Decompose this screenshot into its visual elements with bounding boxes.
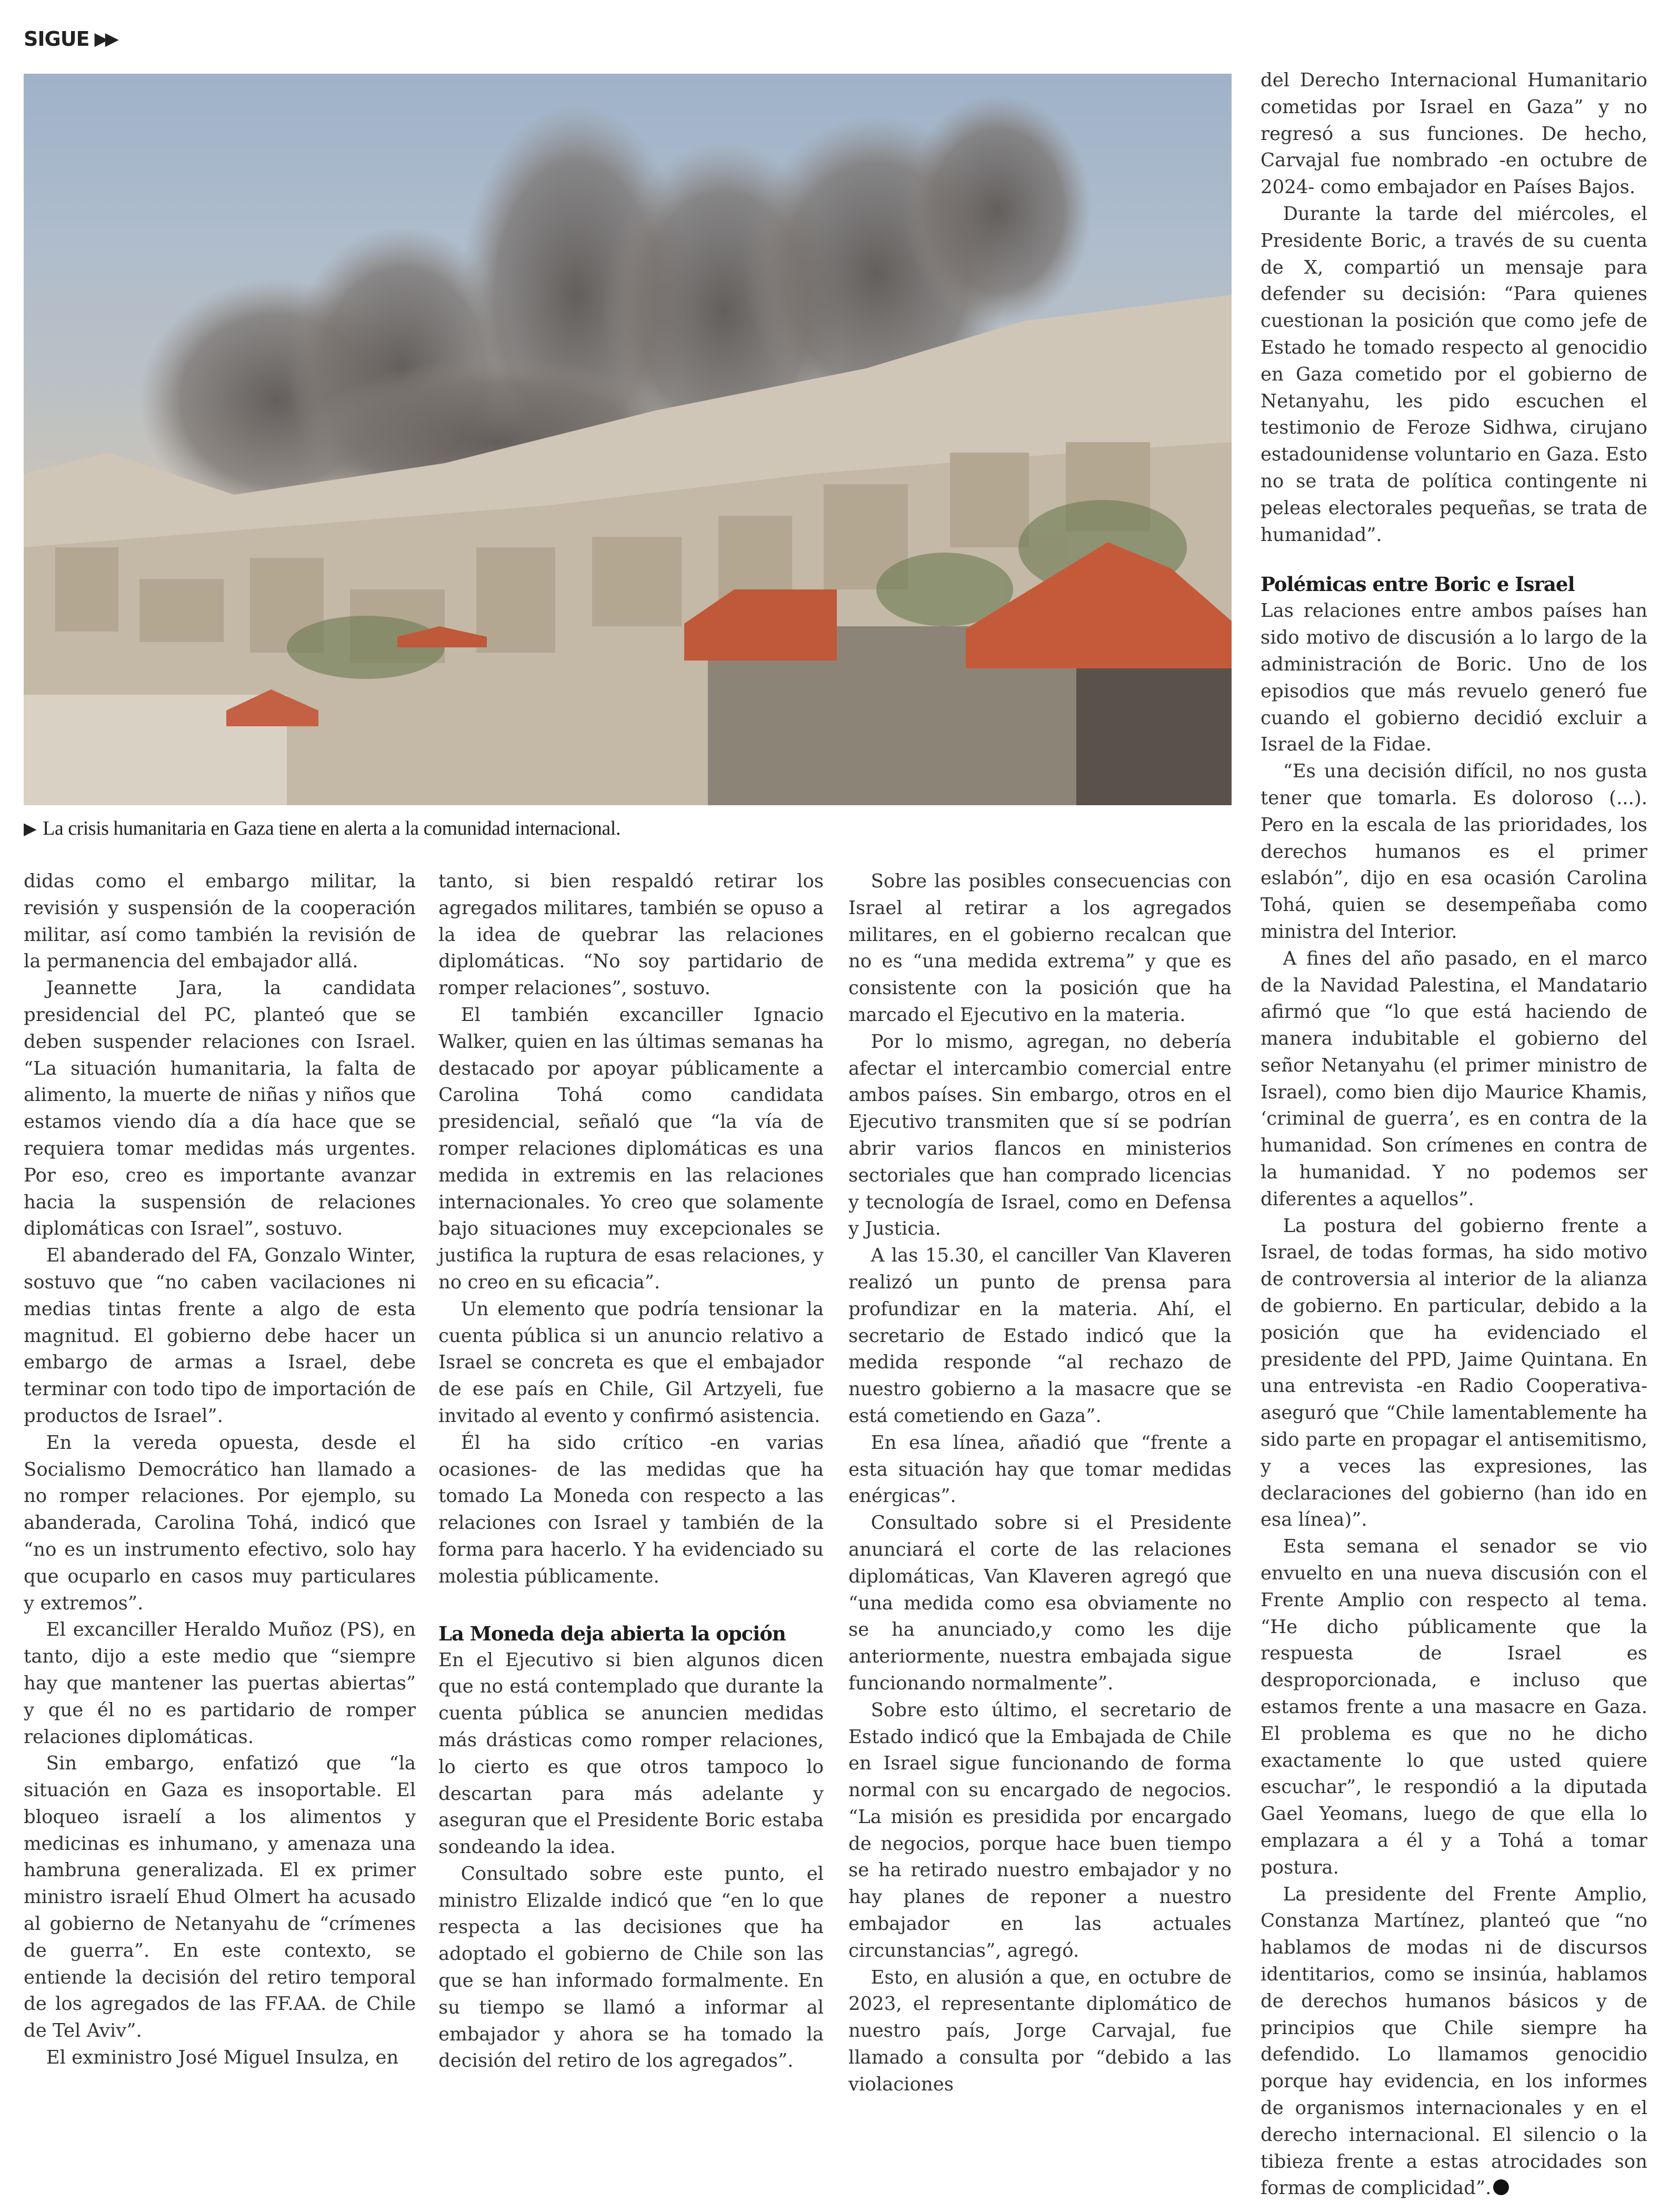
article-paragraph <box>1261 201 1647 548</box>
article-paragraph <box>24 2045 416 2071</box>
paragraph-text: Las relaciones entre ambos países han sido motivo de discusión a lo largo de la administración de Boric. Uno de los episodios que más revuelo generó fue cuando el gobierno decidió excluir a Israel de la Fidae. <box>1261 600 1647 756</box>
paragraph-text: Un elemento que podría tensionar la cuenta pública si un anuncio relativo a Israel se concreta es que el embajador de ese país en Chile, Gil Artzyeli, fue invitado al evento y confirmó asistencia. <box>438 1298 824 1427</box>
paragraph-text: La postura del gobierno frente a Israel, de todas formas, ha sido motivo de controversia al interior de la alianza de gobierno. En particular, debido a la posición que ha evidenciado el presidente del PPD, Jaime Quintana. En una entrevista -en Radio Cooperativa- aseguró que “Chile lamentablemente ha sido parte en propagar el antisemitismo, y a veces las expresiones, las declaraciones del gobierno (han ido en esa línea)”. <box>1261 1215 1647 1531</box>
paragraph-text: Consultado sobre este punto, el ministro Elizalde indicó que “en lo que respecta a las decisiones que ha adoptado el gobierno de Chile son las que se han informado formalmente. En su tiempo se llamó a informar al embajador y ahora se ha tomado la decisión del retiro de los agregados”. <box>438 1863 824 2072</box>
article-paragraph <box>438 1002 824 1296</box>
paragraph-text: Esto, en alusión a que, en octubre de 2023, el representante diplomático de nuestro país, Jorge Carvajal, fue llamado a consulta por “debido a las violaciones <box>848 1966 1232 2095</box>
section-subheading <box>1261 570 1647 598</box>
paragraph-text: La presidente del Frente Amplio, Constanza Martínez, planteó que “no hablamos de modas ni de discursos identitarios, como se insinúa, hablamos de derechos humanos básicos y de principios que Chile siempre ha defendido. Lo llamamos genocidio porque hay evidencia, en los informes de organismos internacionales y en el derecho internacional. El silencio o la tibieza frente a estas atrocidades son formas de complicidad”. <box>1261 1883 1647 2199</box>
paragraph-text: Consultado sobre si el Presidente anunciará el corte de las relaciones diplomáticas, Van Klaveren agregó que “una medida como esa obviamente no se ha anunciado,y como les dije anteriormente, nuestra embajada sigue funcionando normalmente”. <box>848 1512 1232 1694</box>
subheading-text: Polémicas entre Boric e Israel <box>1261 573 1575 596</box>
article-paragraph <box>848 1243 1232 1430</box>
paragraph-text: didas como el embargo militar, la revisión y suspensión de la cooperación militar, así como también la revisión de la permanencia del embajador allá. <box>24 870 416 973</box>
caption-text: La crisis humanitaria en Gaza tiene en alerta a la comunidad internacional. <box>43 817 621 839</box>
article-paragraph <box>438 1861 824 2075</box>
article-paragraph <box>1261 598 1647 758</box>
paragraph-text: Durante la tarde del miércoles, el Presidente Boric, a través de su cuenta de X, compartió un mensaje para defender su decisión: “Para quienes cuestionan la posición que como jefe de Estado he tomado respecto al genocidio en Gaza cometido por el gobierno de Netanyahu, les pido escuchen el testimonio de Feroze Sidhwa, cirujano estadounidense voluntario en Gaza. Esto no se trata de política contingente ni peleas electorales pequeñas, se trata de humanidad”. <box>1261 203 1647 546</box>
paragraph-text: Por lo mismo, agregan, no debería afectar el intercambio comercial entre ambos países. Sin embargo, otros en el Ejecutivo transmiten que sí se podrían abrir varios flancos en ministerios sectoriales que han comprado licencias y tecnología de Israel, como en Defensa y Justicia. <box>848 1030 1232 1240</box>
article-column-3 <box>848 868 1232 2098</box>
section-kicker <box>24 27 116 51</box>
article-paragraph <box>848 1430 1232 1510</box>
paragraph-text: Él ha sido crítico -en varias ocasiones- de las medidas que ha tomado La Moneda con respecto a las relaciones con Israel y también de la forma para hacerlo. Y ha evidenciado su molestia públicamente. <box>438 1432 824 1587</box>
double-play-arrow-icon: ▶▶ <box>94 28 116 49</box>
article-paragraph <box>1261 1881 1647 2202</box>
paragraph-text: del Derecho Internacional Humanitario cometidas por Israel en Gaza” y no regresó a sus funciones. De hecho, Carvajal fue nombrado -en octubre de 2024- como embajador en Países Bajos. <box>1261 69 1647 198</box>
article-paragraph <box>438 1430 824 1590</box>
paragraph-text: El también excanciller Ignacio Walker, quien en las últimas semanas ha destacado por apoyar públicamente a Carolina Tohá como candidata presidencial, señaló que “la vía de romper relaciones diplomáticas es una medida in extremis en las relaciones internacionales. Yo creo que solamente bajo situaciones muy excepcionales se justifica la ruptura de esas relaciones, y no creo en su eficacia”. <box>438 1004 824 1293</box>
article-paragraph <box>24 868 416 975</box>
paragraph-text: Esta semana el senador se vio envuelto en una nueva discusión con el Frente Amplio con respecto al tema. “He dicho públicamente que la respuesta de Israel es desproporcionada, e incluso que estamos frente a una masacre en Gaza. El problema es que no he dicho exactamente lo que usted quiere escuchar”, le respondió a la diputada Gael Yeomans, luego de que ella lo emplazara a él y a Tohá a tomar postura. <box>1261 1536 1647 1878</box>
article-paragraph <box>24 975 416 1243</box>
photo-illustration <box>24 74 1232 805</box>
end-of-article-dot-icon <box>1493 2179 1509 2195</box>
paragraph-text: En esa línea, añadió que “frente a esta situación hay que tomar medidas enérgicas”. <box>848 1432 1232 1507</box>
article-paragraph <box>24 1430 416 1617</box>
article-paragraph <box>1261 1534 1647 1881</box>
kicker-label: SIGUE <box>24 27 89 51</box>
paragraph-text: Sin embargo, enfatizó que “la situación en Gaza es insoportable. El bloqueo israelí a los alimentos y medicinas es inhumano, y amenaza una hambruna generalizada. El ex primer ministro israelí Ehud Olmert ha acusado al gobierno de Netanyahu de “crímenes de guerra”. En este contexto, se entiende la decisión del retiro temporal de los agregados de las FF.AA. de Chile de Tel Aviv”. <box>24 1753 416 2042</box>
article-paragraph <box>438 868 824 1002</box>
paragraph-text: En el Ejecutivo si bien algunos dicen que no está contemplado que durante la cuenta pública se anuncien medidas más drásticas como romper relaciones, lo cierto es que otros tampoco lo descartan para más adelante y aseguran que el Presidente Boric estaba sondeando la idea. <box>438 1649 824 1858</box>
article-column-2 <box>438 868 824 2075</box>
photo-caption <box>24 817 621 840</box>
paragraph-text: Jeannette Jara, la candidata presidencial del PC, planteó que se deben suspender relaciones con Israel. “La situación humanitaria, la falta de alimento, la muerte de niñas y niños que estamos viendo día a día hace que se requiera tomar medidas más urgentes. Por eso, creo es importante avanzar hacia la suspensión de relaciones diplomáticas con Israel”, sostuvo. <box>24 977 416 1240</box>
paragraph-text: A las 15.30, el canciller Van Klaveren realizó un punto de prensa para profundizar en la materia. Ahí, el secretario de Estado indicó que la medida responde “al rechazo de nuestro gobierno a la masacre que se está cometiendo en Gaza”. <box>848 1245 1232 1427</box>
article-paragraph <box>24 1617 416 1750</box>
article-column-4 <box>1261 67 1647 2202</box>
article-paragraph <box>848 1697 1232 1965</box>
paragraph-text: Sobre las posibles consecuencias con Israel al retirar a los agregados militares, en el gobierno recalcan que no es “una medida extrema” y que es consistente con la posición que ha marcado el Ejecutivo en la materia. <box>848 870 1232 1026</box>
paragraph-text: A fines del año pasado, en el marco de la Navidad Palestina, el Mandatario afirmó que “lo que está haciendo de manera indubitable el gobierno del señor Netanyahu (el primer ministro de Israel), como bien dijo Maurice Khamis, ‘criminal de guerra’, es en contra de la humanidad. Son crímenes en contra de la humanidad. Y no podemos ser diferentes a aquellos”. <box>1261 947 1647 1210</box>
paragraph-text: El abanderado del FA, Gonzalo Winter, sostuvo que “no caben vacilaciones ni medias tintas frente a algo de esta magnitud. El gobierno debe hacer un embargo de armas a Israel, debe terminar con todo tipo de importación de productos de Israel”. <box>24 1245 416 1427</box>
paragraph-text: El exministro José Miguel Insulza, en <box>46 2047 399 2069</box>
article-paragraph <box>848 1029 1232 1243</box>
caption-triangle-icon: ▶ <box>24 819 37 838</box>
article-paragraph <box>438 1647 824 1861</box>
paragraph-text: En la vereda opuesta, desde el Socialismo Democrático han llamado a no romper relaciones. Por ejemplo, su abanderada, Carolina Tohá, indicó que “no es un instrumento efectivo, solo hay que ocuparlo en casos muy particulares y extremos”. <box>24 1432 416 1614</box>
article-column-1 <box>24 868 416 2071</box>
paragraph-text: El excanciller Heraldo Muñoz (PS), en tanto, dijo a este medio que “siempre hay que mantener las puertas abiertas” y que él no es partidario de romper relaciones diplomáticas. <box>24 1619 416 1748</box>
section-subheading <box>438 1620 824 1647</box>
article-photo <box>24 74 1232 805</box>
paragraph-text: tanto, si bien respaldó retirar los agregados militares, también se opuso a la idea de quebrar las relaciones diplomáticas. “No soy partidario de romper relaciones”, sostuvo. <box>438 870 824 999</box>
article-paragraph <box>1261 1213 1647 1534</box>
paragraph-text: Sobre esto último, el secretario de Estado indicó que la Embajada de Chile en Israel sigue funcionando de forma normal con su encargado de negocios. “La misión es presidida por encargado de negocios, porque hace buen tiempo se ha retirado nuestro embajador y no hay planes de reponer a nuestro embajador en las actuales circunstancias”, agregó. <box>848 1699 1232 1961</box>
article-paragraph <box>1261 67 1647 201</box>
article-paragraph <box>24 1243 416 1430</box>
paragraph-text: “Es una decisión difícil, no nos gusta tener que tomarla. Es doloroso (...). Pero en la escala de las prioridades, los derechos humanos es el primer eslabón”, dijo en esa ocasión Carolina Tohá, quien se desempeñaba como ministra del Interior. <box>1261 760 1647 943</box>
article-paragraph <box>1261 946 1647 1213</box>
article-paragraph <box>848 1510 1232 1697</box>
article-paragraph <box>848 1965 1232 2098</box>
article-paragraph <box>24 1750 416 2045</box>
subheading-text: La Moneda deja abierta la opción <box>438 1622 786 1645</box>
article-paragraph <box>1261 758 1647 946</box>
article-paragraph <box>438 1296 824 1430</box>
article-paragraph <box>848 868 1232 1029</box>
